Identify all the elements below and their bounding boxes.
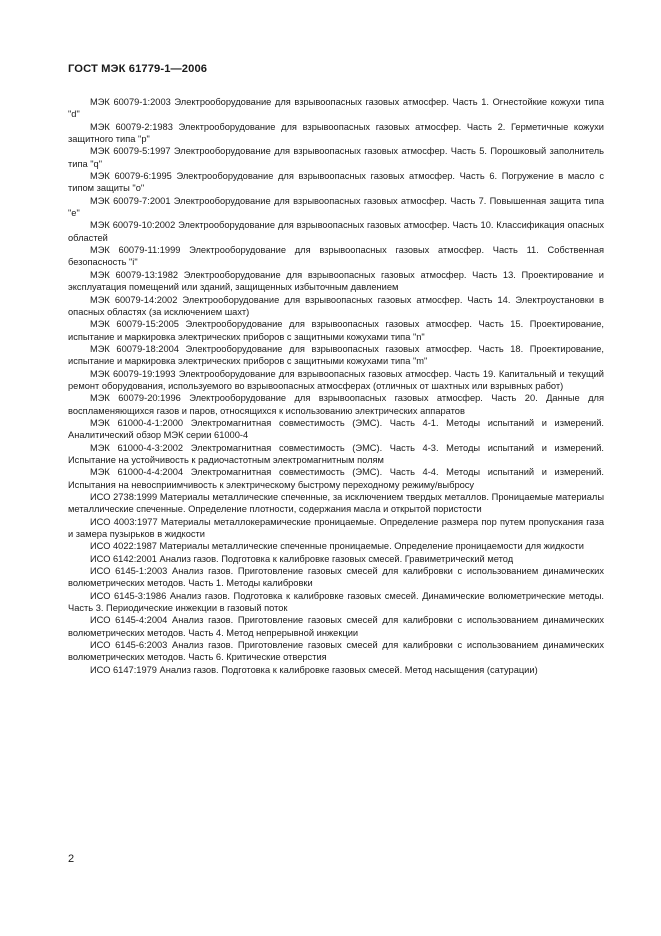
- reference-item: ИСО 4022:1987 Материалы металлические спеченные проницаемые. Определение проницаемости для жидкости: [90, 541, 584, 552]
- document-header: ГОСТ МЭК 61779-1—2006: [68, 63, 208, 75]
- reference-item: МЭК 60079-1:2003 Электрооборудование для взрывоопасных газовых атмосфер. Часть 1. Огнестойкие кожухи типа "d": [68, 97, 604, 120]
- reference-item: ИСО 6145-6:2003 Анализ газов. Приготовление газовых смесей для калибровки с использованием динамических волюметрических методов. Часть 6. Критические отверстия: [68, 640, 604, 663]
- reference-item: МЭК 60079-10:2002 Электрооборудование для взрывоопасных газовых атмосфер. Часть 10. Классификация опасных областей: [68, 220, 604, 243]
- reference-list: [68, 96, 604, 676]
- reference-item: МЭК 60079-11:1999 Электрооборудование для взрывоопасных газовых атмосфер. Часть 11. Собственная безопасность "i": [68, 245, 604, 268]
- reference-item: ИСО 6145-3:1986 Анализ газов. Подготовка к калибровке газовых смесей. Динамические волюметрические методы. Часть 3. Периодические инжекции в газовый поток: [68, 590, 604, 614]
- reference-item: ИСО 6142:2001 Анализ газов. Подготовка к калибровке газовых смесей. Гравиметрический метод: [90, 553, 514, 564]
- reference-item: МЭК 60079-2:1983 Электрооборудование для взрывоопасных газовых атмосфер. Часть 2. Герметичные кожухи защитного типа "p": [68, 121, 604, 145]
- reference-item: ИСО 6147:1979 Анализ газов. Подготовка к калибровке газовых смесей. Метод насыщения (сатурации): [90, 664, 538, 675]
- reference-item: МЭК 60079-5:1997 Электрооборудование для взрывоопасных газовых атмосфер. Часть 5. Порошковый заполнитель типа "q": [68, 146, 604, 169]
- page-number: 2: [68, 853, 75, 865]
- reference-item: ИСО 6145-4:2004 Анализ газов. Приготовление газовых смесей для калибровки с использованием динамических волюметрических методов. Часть 4. Метод непрерывной инжекции: [68, 615, 604, 638]
- reference-item: МЭК 60079-7:2001 Электрооборудование для взрывоопасных газовых атмосфер. Часть 7. Повышенная защита типа "e": [68, 195, 604, 219]
- reference-item: ИСО 2738:1999 Материалы металлические спеченные, за исключением твердых металлов. Проницаемые материалы металлические спеченные. Определение плотности, содержания масла и открытой пористости: [68, 492, 604, 515]
- reference-item: ИСО 4003:1977 Материалы металлокерамические проницаемые. Определение размера пор путем пропускания газа и замера пузырьков в жидкости: [68, 516, 604, 540]
- reference-item: МЭК 60079-18:2004 Электрооборудование для взрывоопасных газовых атмосфер. Часть 18. Проектирование, испытание и маркировка электрических приборов с защитными кожухами типа "m": [68, 343, 604, 367]
- reference-item: ИСО 6145-1:2003 Анализ газов. Приготовление газовых смесей для калибровки с использованием динамических волюметрических методов. Часть 1. Методы калибровки: [68, 566, 604, 589]
- reference-item: МЭК 60079-19:1993 Электрооборудование для взрывоопасных газовых атмосфер. Часть 19. Капитальный и текущий ремонт оборудования, используемого во взрывоопасных атмосферах (отличных от шахтных или взрывных работ): [68, 368, 604, 391]
- reference-item: МЭК 61000-4-3:2002 Электромагнитная совместимость (ЭМС). Часть 4-3. Методы испытаний и измерений. Испытание на устойчивость к радиочастотным электромагнитным полям: [68, 442, 604, 465]
- reference-item: МЭК 60079-14:2002 Электрооборудование для взрывоопасных газовых атмосфер. Часть 14. Электроустановки в опасных областях (за исключением шахт): [68, 294, 604, 317]
- reference-item: МЭК 60079-20:1996 Электрооборудование для взрывоопасных газовых атмосфер. Часть 20. Данные для воспламеняющихся газов и паров, относящихся к использованию электрических аппаратов: [68, 393, 604, 416]
- reference-item: МЭК 61000-4-1:2000 Электромагнитная совместимость (ЭМС). Часть 4-1. Методы испытаний и измерений. Аналитический обзор МЭК серии 61000-4: [68, 417, 604, 441]
- reference-item: МЭК 60079-6:1995 Электрооборудование для взрывоопасных газовых атмосфер. Часть 6. Погружение в масло с типом защиты "o": [68, 171, 604, 194]
- reference-item: МЭК 60079-13:1982 Электрооборудование для взрывоопасных газовых атмосфер. Часть 13. Проектирование и эксплуатация помещений или зданий, защищенных избыточным давлением: [68, 269, 604, 293]
- reference-item: МЭК 61000-4-4:2004 Электромагнитная совместимость (ЭМС). Часть 4-4. Методы испытаний и измерений. Испытания на невосприимчивость к электрическому быстрому переходному режиму/выбросу: [68, 467, 604, 490]
- reference-item: МЭК 60079-15:2005 Электрооборудование для взрывоопасных газовых атмосфер. Часть 15. Проектирование, испытание и маркировка электрических приборов с защитными кожухами типа "n": [68, 319, 604, 342]
